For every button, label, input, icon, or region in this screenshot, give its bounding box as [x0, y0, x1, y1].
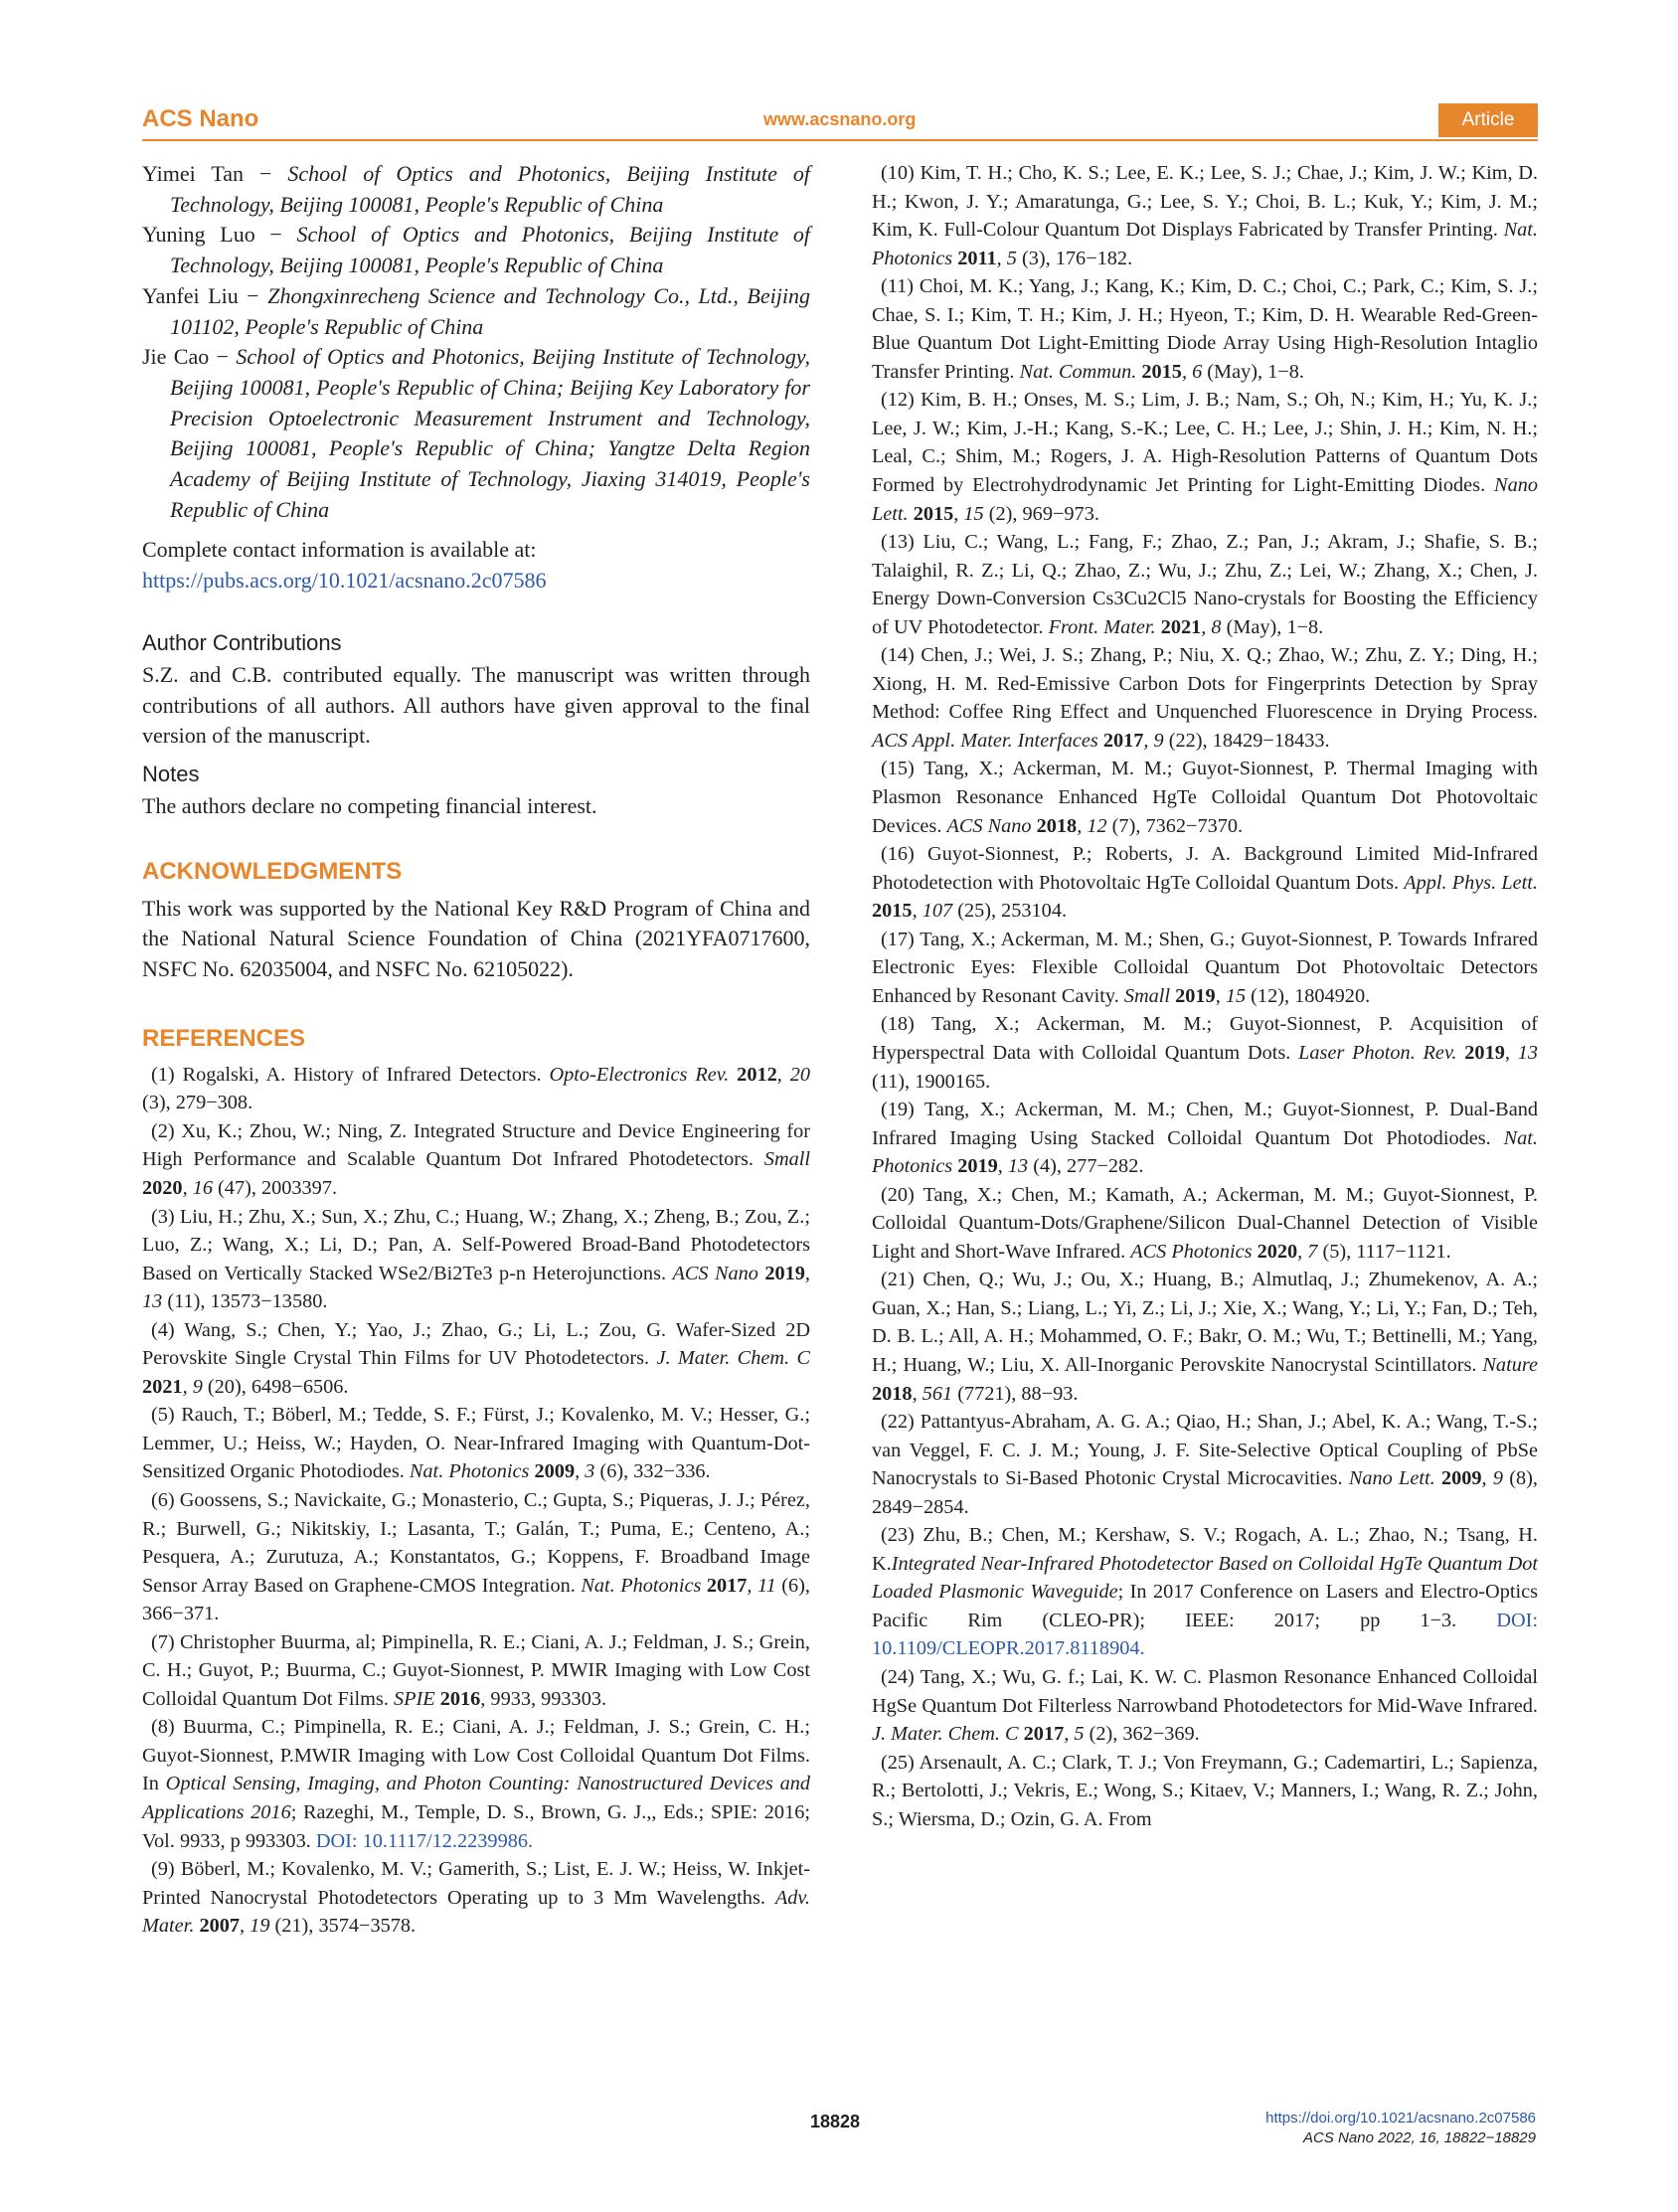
reference-text: (5) Rauch, T.; Böberl, M.; Tedde, S. F.; Fürst, J.; Kovalenko, M. V.; Hesser, G.; Lemmer, U.; Heiss, W.; Hayden, O. Near-Infrared Imaging with Quantum-Dot-Sensitized Organic Photodiodes.	[142, 1404, 810, 1483]
reference-year: 2007	[194, 1915, 241, 1938]
right-column	[872, 159, 1538, 1833]
reference-volume: , 8	[1201, 615, 1222, 638]
reference-year: 2019	[1170, 984, 1216, 1007]
reference-item	[142, 1486, 810, 1628]
reference-pages: (21), 3574−3578.	[269, 1915, 417, 1938]
reference-year: 2018	[872, 1382, 913, 1405]
article-type-badge: Article	[1438, 103, 1538, 137]
reference-year: 2019	[952, 1155, 998, 1178]
reference-journal: Nat. Commun.	[1019, 360, 1137, 383]
reference-pages: (22), 18429−18433.	[1163, 729, 1330, 752]
reference-item	[872, 1181, 1538, 1267]
reference-item	[142, 1203, 810, 1316]
acknowledgments-heading: ACKNOWLEDGMENTS	[142, 857, 403, 885]
reference-year: 2015	[872, 900, 913, 923]
author-name: Jie Cao	[142, 344, 210, 370]
reference-year: 2009	[1434, 1467, 1482, 1490]
reference-pages: (5), 1117−1121.	[1317, 1240, 1451, 1263]
reference-item	[872, 1010, 1538, 1096]
left-column	[142, 159, 810, 1941]
reference-text: (24) Tang, X.; Wu, G. f.; Lai, K. W. C. Plasmon Resonance Enhanced Colloidal HgSe Quantum Dot Filterless Narrowband Photodetectors for Mid-Wave Infrared.	[872, 1665, 1538, 1717]
author-name: Yuning Luo	[142, 222, 255, 248]
author-contributions-text: S.Z. and C.B. contributed equally. The manuscript was written through contributions of all authors. All authors have given approval to the final version of the manuscript.	[142, 661, 810, 749]
reference-item	[872, 1749, 1538, 1834]
reference-volume: , 11	[747, 1574, 776, 1597]
reference-volume: , 9	[1481, 1467, 1503, 1490]
author-entry: Yuning Luo − School of Optics and Photonics, Beijing Institute of Technology, Beijing 100081, People's Republic of China	[142, 222, 811, 278]
reference-journal: Nat. Photonics	[872, 1126, 1538, 1178]
author-entry: Jie Cao − School of Optics and Photonics, Beijing Institute of Technology, Beijing 100081, People's Republic of China; Beijing Key Laboratory for Precision Optoelectronic Measurement Instrument and Technology, Beijing 100081, People's Republic of China; Yangtze Delta Region Academy of Beijing Institute of Technology, Jiaxing 314019, People's Republic of China	[142, 344, 810, 522]
reference-journal: ACS Appl. Mater. Interfaces	[872, 729, 1098, 752]
reference-text: (12) Kim, B. H.; Onses, M. S.; Lim, J. B.; Nam, S.; Oh, N.; Kim, H.; Yu, K. J.; Lee, J. W.; Kim, J.-H.; Kang, S.-K.; Lee, C. H.; Lee, J.; Shin, J. H.; Kim, N. H.; Leal, C.; Shim, M.; Rogers, J. A. High-Resolution Patterns of Quantum Dots Formed by Electrohydrodynamic Jet Printing for Light-Emitting Diodes.	[872, 389, 1538, 497]
reference-pages: (May), 1−8.	[1202, 360, 1304, 383]
reference-year: 2019	[1456, 1041, 1505, 1064]
reference-text: (7) Christopher Buurma, al; Pimpinella, R. E.; Ciani, A. J.; Feldman, J. S.; Grein, C. H.; Guyot, P.; Buurma, C.; Guyot-Sionnest, P. MWIR Imaging with Low Cost Colloidal Quantum Dot Films.	[142, 1630, 810, 1710]
reference-pages: (7), 7362−7370.	[1106, 814, 1244, 837]
reference-year: 2015	[1136, 360, 1182, 383]
author-affiliation: Zhongxinrecheng Science and Technology Co., Ltd., Beijing 101102, People's Republic of China	[170, 282, 810, 339]
reference-volume: , 12	[1077, 814, 1107, 837]
reference-volume: , 15	[953, 502, 984, 525]
contact-text: Complete contact information is available at:	[142, 537, 537, 563]
reference-year: 2019	[757, 1262, 805, 1284]
reference-item	[142, 1061, 810, 1117]
author-affiliations	[142, 159, 810, 525]
reference-pages: (2), 362−369.	[1084, 1723, 1200, 1746]
reference-item	[142, 1316, 810, 1402]
reference-pages: (4), 277−282.	[1028, 1155, 1144, 1178]
reference-journal: ACS Nano	[672, 1262, 758, 1284]
reference-item	[142, 1855, 810, 1941]
reference-pages: (11), 13573−13580.	[162, 1290, 328, 1313]
reference-item	[142, 1713, 810, 1855]
reference-pages: (11), 1900165.	[872, 1070, 991, 1093]
reference-item	[872, 272, 1538, 386]
reference-text: (15) Tang, X.; Ackerman, M. M.; Guyot-Sionnest, P. Thermal Imaging with Plasmon Resonance Enhanced HgTe Colloidal Quantum Dot Photovoltaic Devices.	[872, 758, 1538, 837]
references-list-left	[142, 1061, 810, 1941]
reference-volume: , 6	[1181, 360, 1203, 383]
acknowledgments-text: This work was supported by the National Key R&D Program of China and the National Natural Science Foundation of China (2021YFA0717600, NSFC No. 62035004, and NSFC No. 62105022).	[142, 895, 810, 982]
reference-text: (19) Tang, X.; Ackerman, M. M.; Chen, M.; Guyot-Sionnest, P. Dual-Band Infrared Imaging Using Stacked Colloidal Quantum Dot Photodiodes.	[872, 1099, 1538, 1149]
reference-year: 2017	[1097, 729, 1144, 752]
reference-journal: Nature	[1482, 1353, 1538, 1376]
header-rule	[142, 139, 1538, 141]
reference-volume: , 7	[1297, 1240, 1318, 1263]
reference-volume: , 13	[997, 1155, 1029, 1178]
reference-text: (17) Tang, X.; Ackerman, M. M.; Shen, G.; Guyot-Sionnest, P. Towards Infrared Electronic Eyes: Flexible Colloidal Quantum Dot Photovoltaic Detectors Enhanced by Resonant Cavity.	[872, 928, 1538, 1007]
reference-text: (8) Buurma, C.; Pimpinella, R. E.; Ciani, A. J.; Feldman, J. S.; Grein, C. H.; Guyot-Sionnest, P.MWIR Imaging with Low Cost Colloidal Quantum Dot Films. In	[142, 1716, 810, 1795]
reference-year: 2021	[142, 1375, 183, 1398]
footer-doi-link[interactable]: https://doi.org/10.1021/acsnano.2c07586	[1265, 2110, 1536, 2127]
reference-year: 2015	[908, 502, 954, 525]
reference-year: 2011	[952, 247, 997, 269]
reference-pages: ; Razeghi, M., Temple, D. S., Brown, G. J.,, Eds.; SPIE: 2016; Vol. 9933, p 993303.	[142, 1800, 810, 1852]
reference-pages: ; In 2017 Conference on Lasers and Electro-Optics Pacific Rim (CLEO-PR); IEEE: 2017; pp 1−3.	[872, 1581, 1538, 1631]
references-list-right	[872, 159, 1538, 1833]
reference-journal: Opto-Electronics Rev.	[549, 1063, 730, 1086]
reference-journal: Nano Lett.	[872, 474, 1538, 525]
reference-item	[142, 1628, 810, 1714]
reference-journal: Appl. Phys. Lett.	[1404, 871, 1538, 894]
reference-item	[872, 1521, 1538, 1663]
reference-item	[872, 386, 1538, 528]
reference-pages: 9933, 993303.	[485, 1687, 607, 1710]
page-number: 18828	[810, 2112, 861, 2131]
reference-journal: SPIE	[393, 1687, 435, 1710]
reference-item	[872, 528, 1538, 641]
author-entry: Yanfei Liu − Zhongxinrecheng Science and Technology Co., Ltd., Beijing 101102, People's Republic of China	[142, 282, 810, 339]
reference-year: 2021	[1155, 615, 1202, 638]
reference-item	[872, 1096, 1538, 1181]
reference-item	[872, 1266, 1538, 1408]
reference-pages: (6), 366−371.	[142, 1574, 810, 1625]
reference-text: (18) Tang, X.; Ackerman, M. M.; Guyot-Sionnest, P. Acquisition of Hyperspectral Data with Colloidal Quantum Dots.	[872, 1013, 1538, 1064]
reference-pages: (12), 1804920.	[1246, 984, 1371, 1007]
reference-journal: Integrated Near-Infrared Photodetector Based on Colloidal HgTe Quantum Dot Loaded Plasmonic Waveguide	[872, 1552, 1538, 1604]
reference-journal: Laser Photon. Rev.	[1298, 1041, 1457, 1064]
reference-journal: Small	[763, 1148, 810, 1171]
reference-doi-link[interactable]: DOI: 10.1117/12.2239986.	[315, 1829, 534, 1852]
reference-volume: , 9	[182, 1375, 203, 1398]
reference-volume: , 13	[1504, 1041, 1538, 1064]
reference-item	[142, 1117, 810, 1203]
journal-url[interactable]: www.acsnano.org	[763, 109, 917, 129]
reference-pages: (3), 176−182.	[1016, 247, 1133, 269]
author-affiliation: School of Optics and Photonics, Beijing Institute of Technology, Beijing 100081, People's Republic of China; Beijing Key Laboratory for Precision Optoelectronic Measurement Instrument and Technology, Beijing 100081, People's Republic of China; Yangtze Delta Region Academy of Beijing Institute of Technology, Jiaxing 314019, People's Republic of China	[170, 344, 810, 522]
reference-text: (16) Guyot-Sionnest, P.; Roberts, J. A. Background Limited Mid-Infrared Photodetection with Photovoltaic HgTe Colloidal Quantum Dots.	[872, 843, 1538, 894]
notes-heading: Notes	[142, 761, 200, 786]
reference-volume: , 16	[182, 1176, 213, 1199]
reference-journal: Nano Lett.	[1348, 1467, 1435, 1490]
notes-text: The authors declare no competing financial interest.	[142, 792, 597, 818]
reference-pages: (8), 2849−2854.	[872, 1467, 1538, 1518]
reference-journal: ACS Nano	[946, 814, 1032, 837]
reference-volume: , 15	[1215, 984, 1247, 1007]
reference-pages: (6), 332−336.	[594, 1460, 711, 1483]
reference-pages: (7721), 88−93.	[952, 1382, 1079, 1405]
reference-journal: Optical Sensing, Imaging, and Photon Counting: Nanostructured Devices and Applications 2016	[142, 1773, 810, 1823]
author-affiliation: School of Optics and Photonics, Beijing Institute of Technology, Beijing 100081, People's Republic of China	[170, 161, 810, 217]
footer-citation: ACS Nano 2022, 16, 18822−18829	[1303, 2129, 1536, 2146]
reference-volume: , 3	[575, 1460, 595, 1483]
reference-text: (9) Böberl, M.; Kovalenko, M. V.; Gamerith, S.; List, E. J. W.; Heiss, W. Inkjet-Printed Nanocrystal Photodetectors Operating up to 3 Mm Wavelengths.	[142, 1858, 810, 1909]
reference-journal: Nat. Photonics	[581, 1574, 702, 1597]
reference-year: 2012	[729, 1063, 777, 1086]
reference-text: (14) Chen, J.; Wei, J. S.; Zhang, P.; Niu, X. Q.; Zhao, W.; Zhu, Z. Y.; Ding, H.; Xiong, H. M. Red-Emissive Carbon Dots for Fingerprints Detection by Spray Method: Coffee Ring Effect and Unquenched Fluorescence in Drying Process.	[872, 644, 1538, 724]
reference-pages: (3), 279−308.	[142, 1092, 253, 1114]
reference-journal: ACS Photonics	[1130, 1240, 1253, 1263]
author-affiliation: School of Optics and Photonics, Beijing Institute of Technology, Beijing 100081, People's Republic of China	[170, 222, 811, 278]
reference-journal: J. Mater. Chem. C	[656, 1347, 810, 1370]
reference-item	[872, 840, 1538, 926]
author-entry: Yimei Tan − School of Optics and Photonics, Beijing Institute of Technology, Beijing 100081, People's Republic of China	[142, 161, 810, 217]
reference-pages: (47), 2003397.	[212, 1176, 338, 1199]
reference-pages: (2), 969−973.	[983, 502, 1099, 525]
reference-text: (1) Rogalski, A. History of Infrared Detectors.	[151, 1063, 550, 1086]
reference-year: 2020	[142, 1176, 183, 1199]
reference-text: (11) Choi, M. K.; Yang, J.; Kang, K.; Kim, D. C.; Choi, C.; Park, C.; Kim, S. J.; Chae, S. I.; Kim, T. H.; Kim, J. H.; Hyeon, T.; Kim, D. H. Wearable Red-Green-Blue Quantum Dot Light-Emitting Diode Array Using High-Resolution Intaglio Transfer Printing.	[872, 275, 1538, 383]
reference-pages: (25), 253104.	[952, 900, 1068, 923]
reference-journal: Nat. Photonics	[872, 219, 1538, 269]
reference-year: 2017	[701, 1574, 748, 1597]
reference-volume: , 19	[240, 1915, 270, 1938]
reference-text: (4) Wang, S.; Chen, Y.; Yao, J.; Zhao, G.; Li, L.; Zou, G. Wafer-Sized 2D Perovskite Single Crystal Thin Films for UV Photodetectors.	[142, 1318, 810, 1370]
reference-journal: Small	[1123, 984, 1171, 1007]
contact-link[interactable]: https://pubs.acs.org/10.1021/acsnano.2c07586	[142, 568, 547, 594]
reference-volume: , 13	[142, 1262, 810, 1313]
reference-item	[872, 641, 1538, 755]
reference-item	[872, 926, 1538, 1011]
reference-year: 2017	[1018, 1723, 1065, 1746]
reference-text: (2) Xu, K.; Zhou, W.; Ning, Z. Integrated Structure and Device Engineering for High Performance and Scalable Quantum Dot Infrared Photodetectors.	[142, 1119, 810, 1171]
reference-item	[872, 159, 1538, 272]
reference-text: (23) Zhu, B.; Chen, M.; Kershaw, S. V.; Rogach, A. L.; Zhao, N.; Tsang, H. K.	[872, 1524, 1538, 1575]
reference-item	[872, 755, 1538, 840]
reference-journal: Adv. Mater.	[142, 1886, 810, 1938]
reference-journal: Nat. Photonics	[409, 1460, 530, 1483]
reference-text: (20) Tang, X.; Chen, M.; Kamath, A.; Ackerman, M. M.; Guyot-Sionnest, P. Colloidal Quantum-Dots/Graphene/Silicon Dual-Channel Detection of Visible Light and Short-Wave Infrared.	[872, 1183, 1538, 1263]
reference-text: (3) Liu, H.; Zhu, X.; Sun, X.; Zhu, C.; Huang, W.; Zhang, X.; Zheng, B.; Zou, Z.; Luo, Z.; Wang, X.; Li, D.; Pan, A. Self-Powered Broad-Band Photodetectors Based on Vertically Stacked WSe2/Bi2Te3 p-n Heterojunctions.	[142, 1205, 810, 1284]
reference-year: 2020	[1252, 1240, 1298, 1263]
reference-text: (10) Kim, T. H.; Cho, K. S.; Lee, E. K.; Lee, S. J.; Chae, J.; Kim, J. W.; Kim, D. H.; Kwon, J. Y.; Amaratunga, G.; Lee, S. Y.; Choi, B. L.; Kuk, Y.; Kim, J. M.; Kim, K. Full-Colour Quantum Dot Displays Fabricated by Transfer Printing.	[872, 162, 1538, 242]
reference-item	[872, 1663, 1538, 1749]
author-name: Yimei Tan	[142, 161, 245, 186]
reference-text: (21) Chen, Q.; Wu, J.; Ou, X.; Huang, B.; Almutlaq, J.; Zhumekenov, A. A.; Guan, X.; Han, S.; Liang, L.; Yi, Z.; Li, J.; Xie, X.; Wang, Y.; Li, Y.; Fan, D.; Teh, D. B. L.; All, A. H.; Mohammed, O. F.; Bakr, O. M.; Wu, T.; Bettinelli, M.; Yang, H.; Huang, W.; Liu, X. All-Inorganic Perovskite Nanocrystal Scintillators.	[872, 1269, 1538, 1376]
journal-name: ACS Nano	[142, 105, 259, 132]
references-heading: REFERENCES	[142, 1024, 306, 1052]
reference-text: (22) Pattantyus-Abraham, A. G. A.; Qiao, H.; Shan, J.; Abel, K. A.; Wang, T.-S.; van Veggel, F. C. J. M.; Young, J. F. Site-Selective Optical Coupling of PbSe Nanocrystals to Si-Based Photonic Crystal Microcavities.	[872, 1411, 1538, 1490]
reference-item	[872, 1408, 1538, 1521]
reference-text: (25) Arsenault, A. C.; Clark, T. J.; Von Freymann, G.; Cademartiri, L.; Sapienza, R.; Bertolotti, J.; Vekris, E.; Wong, S.; Kitaev, V.; Manners, I.; Wang, R. Z.; John, S.; Wiersma, D.; Ozin, G. A. From	[872, 1751, 1538, 1830]
reference-volume: , 107	[912, 900, 953, 923]
reference-journal: Front. Mater.	[1048, 615, 1156, 638]
reference-volume: , 20	[776, 1063, 810, 1086]
reference-year: 2018	[1031, 814, 1078, 837]
reference-pages: (May), 1−8.	[1221, 615, 1324, 638]
reference-pages: (20), 6498−6506.	[202, 1375, 349, 1398]
reference-journal: J. Mater. Chem. C	[872, 1723, 1019, 1746]
reference-text: (6) Goossens, S.; Navickaite, G.; Monasterio, C.; Gupta, S.; Piqueras, J. J.; Pérez, R.; Burwell, G.; Nikitskiy, I.; Lasanta, T.; Galán, T.; Puma, E.; Centeno, A.; Pesquera, A.; Zurutuza, A.; Konstantatos, G.; Koppens, F. Broadband Image Sensor Array Based on Graphene-CMOS Integration.	[142, 1488, 810, 1597]
reference-volume: , 5	[996, 247, 1017, 269]
reference-volume: , 9	[1143, 729, 1164, 752]
reference-volume: , 5	[1064, 1723, 1085, 1746]
reference-text: (13) Liu, C.; Wang, L.; Fang, F.; Zhao, Z.; Pan, J.; Akram, J.; Shafie, S. B.; Talaighil, R. Z.; Li, Q.; Zhao, Z.; Wu, J.; Zhu, Z.; Lei, W.; Zhang, X.; Chen, J. Energy Down-Conversion Cs3Cu2Cl5 Nano-crystals for Boosting the Efficiency of UV Photodetector.	[872, 531, 1538, 638]
reference-volume: , 561	[912, 1382, 953, 1405]
reference-volume: ,	[480, 1687, 486, 1710]
contact-info	[142, 535, 810, 596]
author-contributions-heading: Author Contributions	[142, 629, 342, 655]
author-name: Yanfei Liu	[142, 282, 239, 308]
reference-item	[142, 1401, 810, 1486]
reference-doi-link[interactable]: DOI: 10.1109/CLEOPR.2017.8118904.	[872, 1609, 1538, 1660]
reference-year: 2016	[434, 1687, 481, 1710]
reference-year: 2009	[529, 1460, 576, 1483]
